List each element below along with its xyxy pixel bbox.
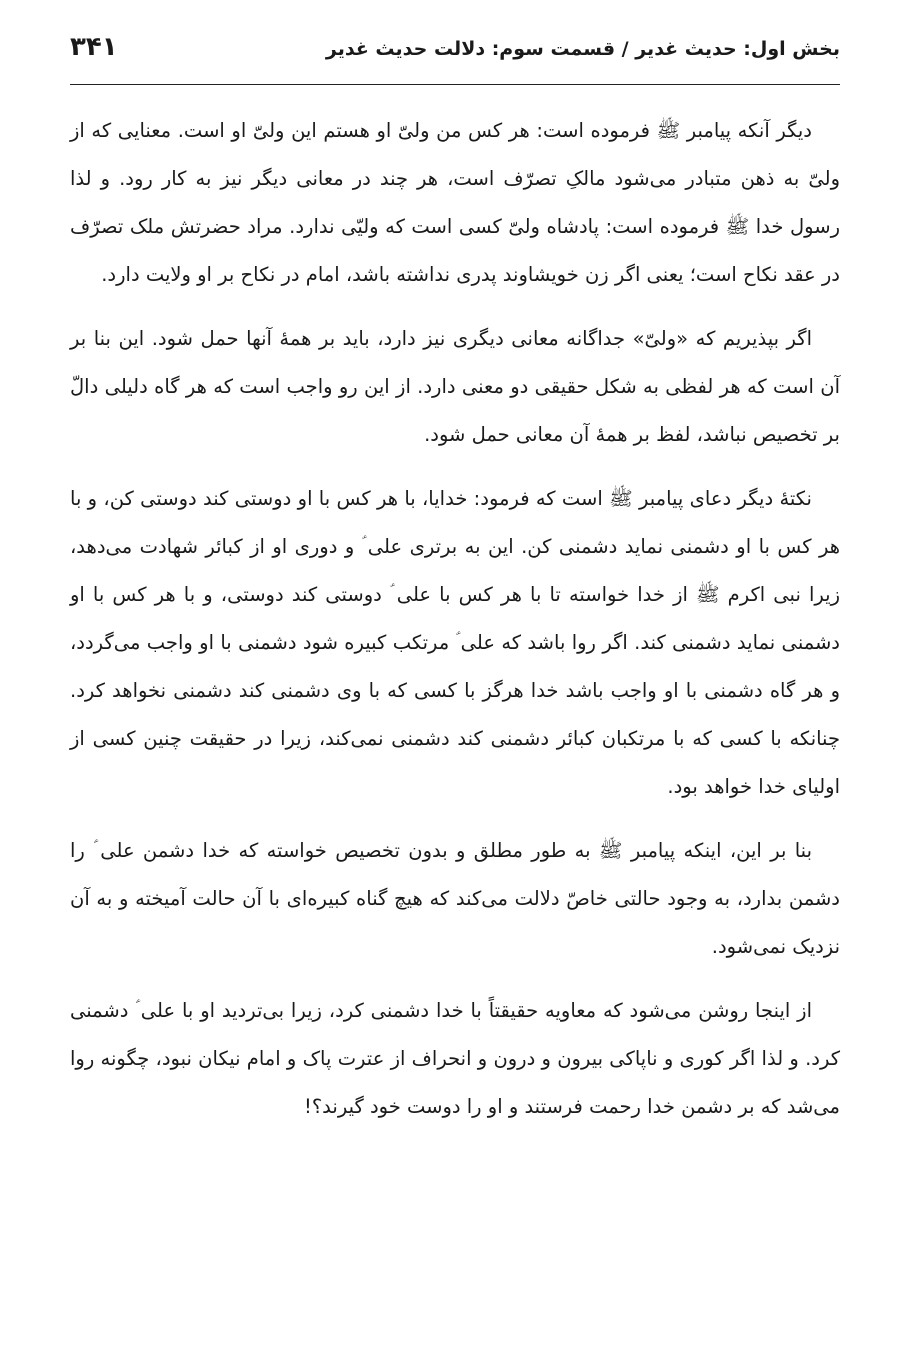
page-header: [70, 32, 840, 85]
book-page: [70, 32, 840, 1147]
paragraph: از اینجا روشن می‌شود که معاویه حقیقتاً با خدا دشمنی کرد، زیرا بی‌تردید او با علی ؑ دشمنی کرد. و لذا اگر کوری و ناپاکی بیرون و درون و انحراف از عترت پاک و امام نیکان نبود، چگونه روا می‌شد که بر دشمن خدا رحمت فرستند و او را دوست خود گیرند؟!: [70, 999, 840, 1118]
paragraph: دیگر آنکه پیامبر ﷺ فرموده است: هر کس من ولیّ او هستم این ولیّ او است. معنایی که از ولیّ به ذهن متبادر می‌شود مالکِ تصرّف است، هر چند در معانی دیگر نیز به کار رود. و لذا رسول خدا ﷺ فرموده است: پادشاه ولیّ کسی است که ولیّی ندارد. مراد حضرتش ملک تصرّف در عقد نکاح است؛ یعنی اگر زن خویشاوند پدری نداشته باشد، امام در نکاح بر او ولایت دارد.: [70, 119, 840, 286]
paragraph: بنا بر این، اینکه پیامبر ﷺ به طور مطلق و بدون تخصیص خواسته که خدا دشمن علی ؑ را دشمن بدارد، به وجود حالتی خاصّ دلالت می‌کند که هیچ گناه کبیره‌ای با آن حالت آمیخته و به آن نزدیک نمی‌شود.: [70, 839, 840, 958]
paragraph: نکتهٔ دیگر دعای پیامبر ﷺ است که فرمود: خدایا، با هر کس با او دوستی کند دوستی کن، و با هر کس با او دشمنی نماید دشمنی کن. این به برتری علی ؑ و دوری او از کبائر شهادت می‌دهد، زیرا نبی اکرم ﷺ از خدا خواسته تا با هر کس با علی ؑ دوستی کند دوستی، و با هر کس با او دشمنی نماید دشمنی کند. اگر روا باشد که علی ؑ مرتکب کبیره شود دشمنی با او واجب می‌گردد، و هر گاه دشمنی با او واجب باشد خدا هرگز با کسی که با وی دشمنی کند دشمنی نخواهد کرد. چنانکه با کسی که با مرتکبان کبائر دشمنی کند دشمنی نمی‌کند، زیرا در حقیقت چنین کسی از اولیای خدا خواهد بود.: [70, 487, 840, 798]
paragraph: اگر بپذیریم که «ولیّ» جداگانه معانی دیگری نیز دارد، باید بر همهٔ آنها حمل شود. این بنا بر آن است که هر لفظی به شکل حقیقی دو معنی دارد. از این رو واجب است که هر گاه دلیلی دالّ بر تخصیص نباشد، لفظ بر همهٔ آن معانی حمل شود.: [70, 327, 840, 446]
page-body: [70, 107, 840, 1131]
page-number: ۳۴۱: [70, 32, 118, 62]
running-head: بخش اول: حدیث غدیر / قسمت سوم: دلالت حدیث غدیر: [325, 38, 840, 60]
